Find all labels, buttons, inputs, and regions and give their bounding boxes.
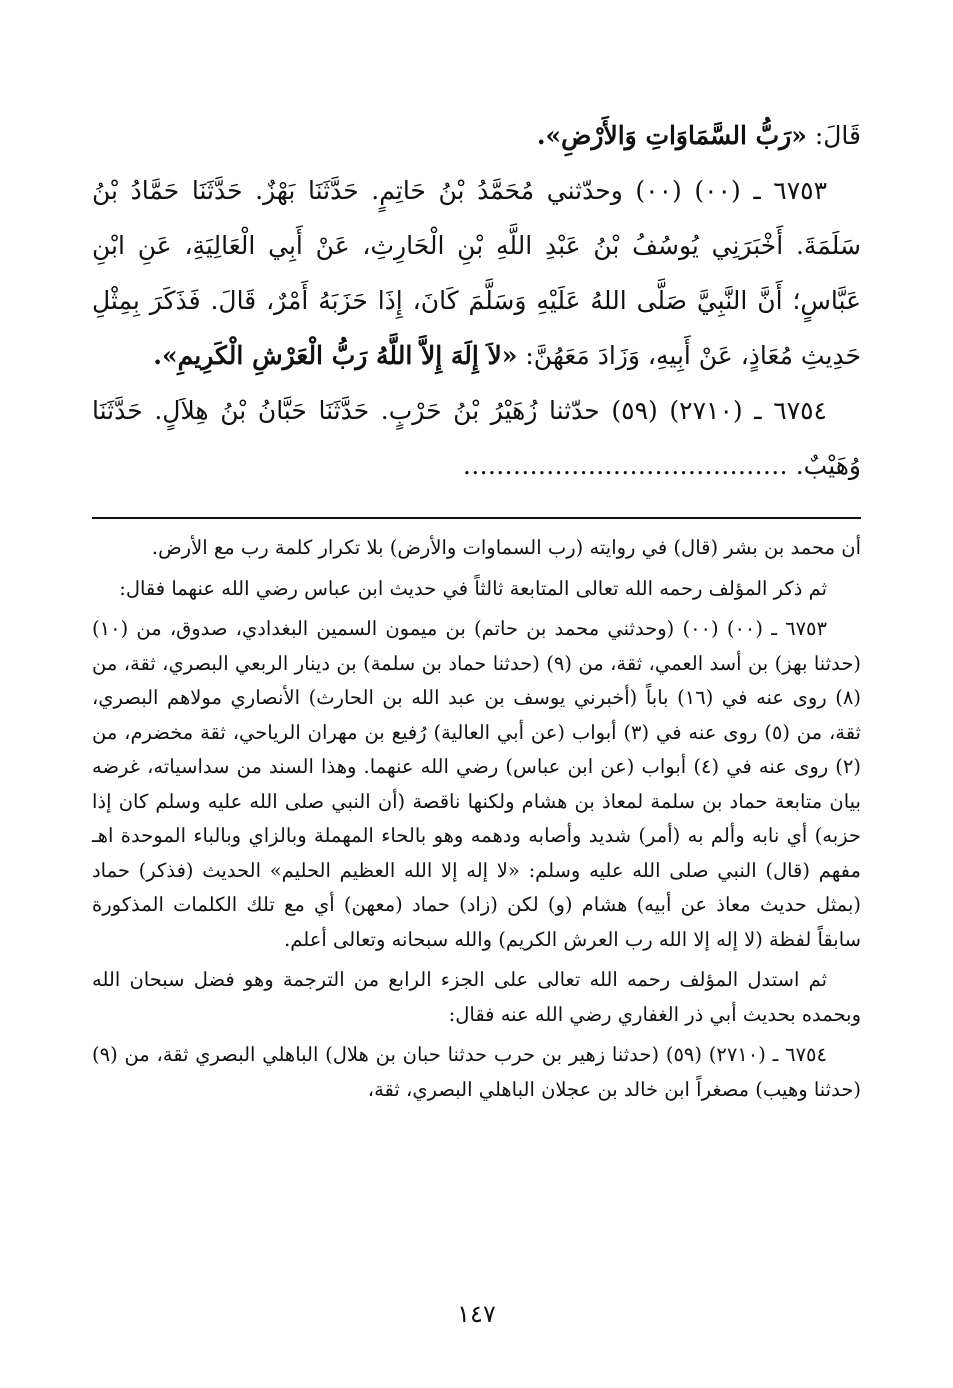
hadith-text-section <box>92 108 861 493</box>
hadith-6753-text: ٦٧٥٣ ـ (٠٠) (٠٠) وحدّثني مُحَمَّدُ بْنُ حَاتِمٍ. حَدَّثَنَا بَهْزٌ. حَدَّثَنَا حَمَّادُ بْنُ سَلَمَةَ. أَخْبَرَنِي يُوسُفُ بْنُ عَبْدِ اللَّهِ بْنِ الْحَارِثِ، عَنْ أَبِي الْعَالِيَةِ، عَنِ ابْنِ عَبَّاسٍ؛ أَنَّ النَّبِيَّ صَلَّى اللهُ عَلَيْهِ وَسَلَّمَ كَانَ، إِذَا حَزَبَهُ أَمْرٌ، قَالَ. فَذَكَرَ بِمِثْلِ حَدِيثِ مُعَاذٍ، عَنْ أَبِيهِ، وَزَادَ مَعَهُنَّ: <box>92 176 861 370</box>
section-divider <box>92 517 861 519</box>
hadith-6754-text: ٦٧٥٤ ـ (٢٧١٠) (٥٩) حدّثنا زُهَيْرُ بْنُ حَرْبٍ. حَدَّثَنَا حَبَّانُ بْنُ هِلاَلٍ. حَدَّثَنَا وُهَيْبٌ. <box>92 396 861 480</box>
continuation-dots: ………………………………… <box>462 451 788 480</box>
hadith-6754 <box>92 383 861 493</box>
commentary-section <box>92 531 861 1107</box>
commentary-paragraph-3: ٦٧٥٣ ـ (٠٠) (٠٠) (وحدثني محمد بن حاتم) بن ميمون السمين البغدادي، صدوق، من (١٠) (حدثنا بهز) بن أسد العمي، ثقة، من (٩) (حدثنا حماد بن سلمة) بن دينار الربعي البصري، ثقة، من (٨) روى عنه في (١٦) باباً (أخبرني يوسف بن عبد الله بن الحارث) الأنصاري مولاهم البصري، ثقة، من (٥) روى عنه في (٣) أبواب (عن أبي العالية) رُفيع بن مهران الرياحي، ثقة مخضرم، من (٢) روى عنه في (٤) أبواب (عن ابن عباس) رضي الله عنهما. وهذا السند من سداسياته، غرضه بيان متابعة حماد بن سلمة لمعاذ بن هشام ولكنها ناقصة (أن النبي صلى الله عليه وسلم كان إذا حزبه) أي نابه وألم به (أمر) شديد وأصابه ودهمه وهو بالحاء المهملة وبالزاي وبالباء الموحدة اهـ مفهم (قال) النبي صلى الله عليه وسلم: «لا إله إلا الله العظيم الحليم» الحديث (فذكر) حماد (بمثل حديث معاذ عن أبيه) هشام (و) لكن (زاد) حماد (معهن) أي مع تلك الكلمات المذكورة سابقاً لفظة (لا إله إلا الله رب العرش الكريم) والله سبحانه وتعالى أعلم. <box>92 617 861 951</box>
commentary-paragraph-2: ثم ذكر المؤلف رحمه الله تعالى المتابعة ثالثاً في حديث ابن عباس رضي الله عنهما فقال: <box>119 576 827 600</box>
page-number: ١٤٧ <box>457 1300 496 1328</box>
commentary-paragraph-5: ٦٧٥٤ ـ (٢٧١٠) (٥٩) (حدثنا زهير بن حرب حدثنا حبان بن هلال) الباهلي البصري ثقة، من (٩) (حدثنا وهيب) مصغراً ابن خالد بن عجلان الباهلي البصري، ثقة، <box>92 1043 861 1101</box>
hadith-6753 <box>92 163 861 383</box>
commentary-paragraph-4: ثم استدل المؤلف رحمه الله تعالى على الجزء الرابع من الترجمة وهو فضل سبحان الله وبحمده بحديث أبي ذر الغفاري رضي الله عنه فقال: <box>92 968 861 1026</box>
qala-line <box>92 108 861 163</box>
commentary-paragraph-1: أن محمد بن بشر (قال) في روايته (رب السماوات والأرض) بلا تكرار كلمة رب مع الأرض. <box>151 536 861 559</box>
hadith-6753-quote: «لاَ إِلَهَ إِلاَّ اللَّهُ رَبُّ الْعَرْشِ الْكَرِيمِ». <box>153 341 518 370</box>
qala-prefix: قَالَ: <box>806 121 861 150</box>
qala-quote: «رَبُّ السَّمَاوَاتِ وَالأَرْضِ». <box>536 121 807 150</box>
